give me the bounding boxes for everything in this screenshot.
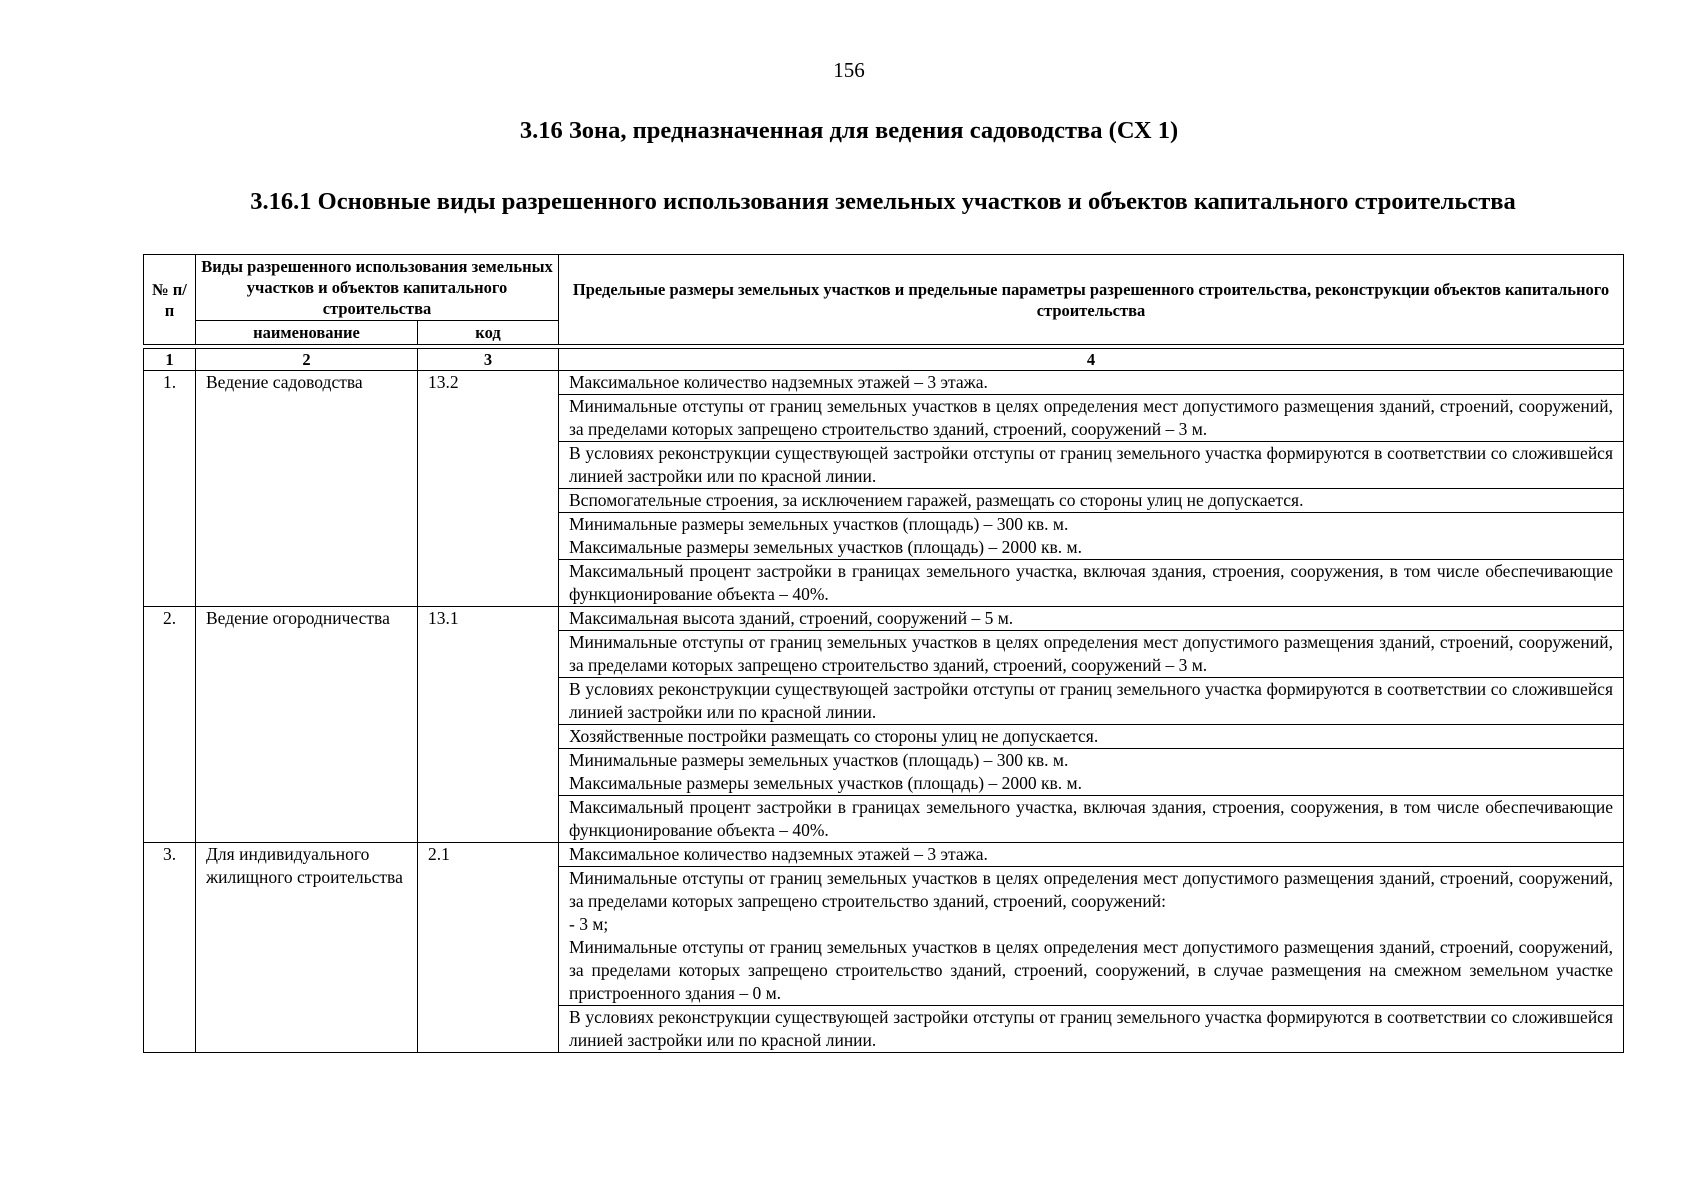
row-code: 13.2 [418, 371, 559, 607]
param-cell [559, 631, 1624, 678]
row-name: Ведение садоводства [196, 371, 418, 607]
param-cell [559, 560, 1624, 607]
param-line: Максимальное количество надземных этажей – 3 этажа. [569, 844, 988, 864]
param-line: Максимальные размеры земельных участков (площадь) – 2000 кв. м. [569, 537, 1082, 557]
param-line: - 3 м; [569, 914, 609, 934]
param-line: Минимальные отступы от границ земельных участков в целях определения мест допустимого размещения зданий, строений, сооружений, за пределами которых запрещено строительство зданий, строений, сооружений: [569, 868, 1613, 911]
table-body [144, 371, 1624, 1053]
header-col-types: Виды разрешенного использования земельных участков и объектов капитального строительства [196, 255, 559, 321]
zoning-table [143, 254, 1624, 1053]
param-cell [559, 1006, 1624, 1053]
row-number: 2. [144, 607, 196, 843]
column-number: 1 [144, 349, 196, 371]
subsection-title: 3.16.1 Основные виды разрешенного использования земельных участков и объектов капитального строительства [250, 188, 1516, 215]
row-name: Для индивидуального жилищного строительства [196, 843, 418, 1053]
column-number: 3 [418, 349, 559, 371]
param-cell [559, 843, 1624, 867]
column-number: 2 [196, 349, 418, 371]
row-number: 3. [144, 843, 196, 1053]
row-number: 1. [144, 371, 196, 607]
param-cell [559, 867, 1624, 1006]
param-cell [559, 678, 1624, 725]
page-number: 156 [833, 58, 865, 82]
param-line: В условиях реконструкции существующей застройки отступы от границ земельного участка формируются в соответствии со сложившейся линией застройки или по красной линии. [569, 679, 1613, 722]
param-line: Максимальные размеры земельных участков (площадь) – 2000 кв. м. [569, 773, 1082, 793]
param-cell [559, 442, 1624, 489]
header-col-name: наименование [196, 321, 418, 345]
header-col-params: Предельные размеры земельных участков и предельные параметры разрешенного строительства, реконструкции объектов капитального строительства [559, 255, 1624, 345]
param-line: Минимальные отступы от границ земельных участков в целях определения мест допустимого размещения зданий, строений, сооружений, за пределами которых запрещено строительство зданий, строений, сооружений – 3 м. [569, 632, 1613, 675]
param-cell [559, 749, 1624, 796]
param-cell [559, 607, 1624, 631]
param-line: В условиях реконструкции существующей застройки отступы от границ земельного участка формируются в соответствии со сложившейся линией застройки или по красной линии. [569, 443, 1613, 486]
row-code: 13.1 [418, 607, 559, 843]
param-line: Вспомогательные строения, за исключением гаражей, размещать со стороны улиц не допускается. [569, 490, 1304, 510]
section-title: 3.16 Зона, предназначенная для ведения садоводства (СХ 1) [519, 117, 1179, 144]
param-line: Минимальные отступы от границ земельных участков в целях определения мест допустимого размещения зданий, строений, сооружений, за пределами которых запрещено строительство зданий, строений, сооружений, в случае размещения на смежном земельном участке пристроенного здания – 0 м. [569, 937, 1613, 1003]
row-code: 2.1 [418, 843, 559, 1053]
param-cell [559, 489, 1624, 513]
param-cell [559, 725, 1624, 749]
param-cell [559, 371, 1624, 395]
table-row [144, 607, 1624, 631]
param-cell [559, 395, 1624, 442]
param-line: Минимальные размеры земельных участков (площадь) – 300 кв. м. [569, 514, 1069, 534]
header-col-code: код [418, 321, 559, 345]
param-line: Минимальные размеры земельных участков (площадь) – 300 кв. м. [569, 750, 1069, 770]
param-cell [559, 513, 1624, 560]
table-row [144, 371, 1624, 395]
row-name: Ведение огородничества [196, 607, 418, 843]
column-number: 4 [559, 349, 1624, 371]
param-line: Максимальное количество надземных этажей – 3 этажа. [569, 372, 988, 392]
table-row [144, 843, 1624, 867]
param-cell [559, 796, 1624, 843]
param-line: Максимальный процент застройки в границах земельного участка, включая здания, строения, сооружения, в том числе обеспечивающие функционирование объекта – 40%. [569, 797, 1613, 840]
param-line: Максимальный процент застройки в границах земельного участка, включая здания, строения, сооружения, в том числе обеспечивающие функционирование объекта – 40%. [569, 561, 1613, 604]
param-line: В условиях реконструкции существующей застройки отступы от границ земельного участка формируются в соответствии со сложившейся линией застройки или по красной линии. [569, 1007, 1613, 1050]
param-line: Минимальные отступы от границ земельных участков в целях определения мест допустимого размещения зданий, строений, сооружений, за пределами которых запрещено строительство зданий, строений, сооружений – 3 м. [569, 396, 1613, 439]
header-col-no: № п/п [144, 255, 196, 345]
param-line: Хозяйственные постройки размещать со стороны улиц не допускается. [569, 726, 1099, 746]
param-line: Максимальная высота зданий, строений, сооружений – 5 м. [569, 608, 1014, 628]
